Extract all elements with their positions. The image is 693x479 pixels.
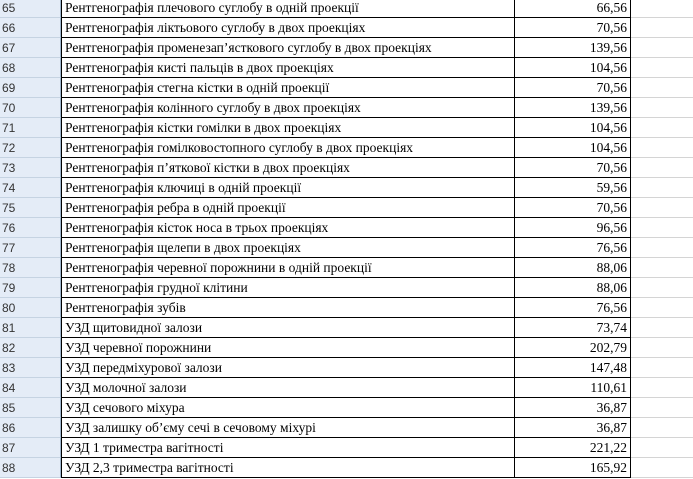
service-name-cell[interactable]: Рентгенографія ребра в одній проекції <box>61 198 514 218</box>
table-row <box>0 38 693 58</box>
empty-cell[interactable] <box>631 398 693 418</box>
price-cell[interactable]: 104,56 <box>514 138 631 158</box>
service-name-cell[interactable]: УЗД 1 триместра вагітності <box>61 438 514 458</box>
empty-cell[interactable] <box>631 318 693 338</box>
row-header[interactable]: 83 <box>0 358 61 378</box>
table-row <box>0 178 693 198</box>
price-cell[interactable]: 36,87 <box>514 398 631 418</box>
service-name-cell[interactable]: Рентгенографія кістки гомілки в двох проекціях <box>61 118 514 138</box>
table-row <box>0 78 693 98</box>
price-cell[interactable]: 88,06 <box>514 278 631 298</box>
empty-cell[interactable] <box>631 98 693 118</box>
row-header[interactable]: 87 <box>0 438 61 458</box>
table-row <box>0 358 693 378</box>
empty-cell[interactable] <box>631 38 693 58</box>
service-name-cell[interactable]: Рентгенографія ліктьового суглобу в двох проекціях <box>61 18 514 38</box>
service-name-cell[interactable]: УЗД передміхурової залози <box>61 358 514 378</box>
service-name-cell[interactable]: УЗД 2,3 триместра вагітності <box>61 458 514 478</box>
price-cell[interactable]: 70,56 <box>514 18 631 38</box>
table-row <box>0 298 693 318</box>
row-header[interactable]: 67 <box>0 38 61 58</box>
service-name-cell[interactable]: Рентгенографія грудної клітини <box>61 278 514 298</box>
empty-cell[interactable] <box>631 418 693 438</box>
row-header[interactable]: 65 <box>0 0 61 18</box>
table-row <box>0 98 693 118</box>
service-name-cell[interactable]: Рентгенографія черевної порожнини в одній проекції <box>61 258 514 278</box>
empty-cell[interactable] <box>631 158 693 178</box>
price-cell[interactable]: 96,56 <box>514 218 631 238</box>
table-row <box>0 158 693 178</box>
empty-cell[interactable] <box>631 138 693 158</box>
price-cell[interactable]: 73,74 <box>514 318 631 338</box>
row-header[interactable]: 81 <box>0 318 61 338</box>
row-header[interactable]: 82 <box>0 338 61 358</box>
price-cell[interactable]: 202,79 <box>514 338 631 358</box>
service-name-cell[interactable]: Рентгенографія стегна кістки в одній проекції <box>61 78 514 98</box>
price-cell[interactable]: 66,56 <box>514 0 631 18</box>
price-cell[interactable]: 70,56 <box>514 78 631 98</box>
empty-cell[interactable] <box>631 178 693 198</box>
empty-cell[interactable] <box>631 438 693 458</box>
service-name-cell[interactable]: УЗД сечового міхура <box>61 398 514 418</box>
empty-cell[interactable] <box>631 18 693 38</box>
row-header[interactable]: 69 <box>0 78 61 98</box>
row-header[interactable]: 77 <box>0 238 61 258</box>
table-row <box>0 0 693 18</box>
table-row <box>0 398 693 418</box>
row-header[interactable]: 85 <box>0 398 61 418</box>
price-cell[interactable]: 104,56 <box>514 58 631 78</box>
row-header[interactable]: 86 <box>0 418 61 438</box>
empty-cell[interactable] <box>631 298 693 318</box>
price-cell[interactable]: 165,92 <box>514 458 631 478</box>
row-header[interactable]: 78 <box>0 258 61 278</box>
empty-cell[interactable] <box>631 458 693 478</box>
table-row <box>0 458 693 478</box>
price-cell[interactable]: 76,56 <box>514 298 631 318</box>
empty-cell[interactable] <box>631 338 693 358</box>
table-row <box>0 278 693 298</box>
row-header[interactable]: 84 <box>0 378 61 398</box>
empty-cell[interactable] <box>631 78 693 98</box>
row-header[interactable]: 74 <box>0 178 61 198</box>
price-cell[interactable]: 104,56 <box>514 118 631 138</box>
service-name-cell[interactable]: Рентгенографія щелепи в двох проекціях <box>61 238 514 258</box>
price-cell[interactable]: 36,87 <box>514 418 631 438</box>
row-header[interactable]: 73 <box>0 158 61 178</box>
row-header[interactable]: 76 <box>0 218 61 238</box>
empty-cell[interactable] <box>631 378 693 398</box>
price-cell[interactable]: 147,48 <box>514 358 631 378</box>
empty-cell[interactable] <box>631 218 693 238</box>
service-name-cell[interactable]: Рентгенографія гомілковостопного суглобу в двох проекціях <box>61 138 514 158</box>
table-row <box>0 338 693 358</box>
table-row <box>0 198 693 218</box>
table-row <box>0 418 693 438</box>
service-name-cell[interactable]: Рентгенографія колінного суглобу в двох проекціях <box>61 98 514 118</box>
row-header[interactable]: 70 <box>0 98 61 118</box>
service-name-cell[interactable]: Рентгенографія кисті пальців в двох проекціях <box>61 58 514 78</box>
price-cell[interactable]: 139,56 <box>514 38 631 58</box>
table-row <box>0 438 693 458</box>
price-cell[interactable]: 70,56 <box>514 158 631 178</box>
row-header[interactable]: 79 <box>0 278 61 298</box>
table-row <box>0 138 693 158</box>
service-name-cell[interactable]: Рентгенографія променезап’ясткового суглобу в двох проекціях <box>61 38 514 58</box>
price-cell[interactable]: 139,56 <box>514 98 631 118</box>
price-cell[interactable]: 110,61 <box>514 378 631 398</box>
price-cell[interactable]: 221,22 <box>514 438 631 458</box>
price-cell[interactable]: 59,56 <box>514 178 631 198</box>
service-name-cell[interactable]: Рентгенографія п’яткової кістки в двох проекціях <box>61 158 514 178</box>
row-header[interactable]: 75 <box>0 198 61 218</box>
service-name-cell[interactable]: УЗД молочної залози <box>61 378 514 398</box>
row-header[interactable]: 88 <box>0 458 61 478</box>
empty-cell[interactable] <box>631 238 693 258</box>
empty-cell[interactable] <box>631 58 693 78</box>
service-name-cell[interactable]: Рентгенографія ключиці в одній проекції <box>61 178 514 198</box>
service-name-cell[interactable]: Рентгенографія кісток носа в трьох проекціях <box>61 218 514 238</box>
price-cell[interactable]: 88,06 <box>514 258 631 278</box>
empty-cell[interactable] <box>631 278 693 298</box>
table-row <box>0 378 693 398</box>
table-row <box>0 118 693 138</box>
table-row <box>0 218 693 238</box>
empty-cell[interactable] <box>631 358 693 378</box>
table-row <box>0 18 693 38</box>
row-header[interactable]: 80 <box>0 298 61 318</box>
table-row <box>0 258 693 278</box>
row-header[interactable]: 66 <box>0 18 61 38</box>
empty-cell[interactable] <box>631 198 693 218</box>
empty-cell[interactable] <box>631 258 693 278</box>
row-header[interactable]: 71 <box>0 118 61 138</box>
row-header[interactable]: 72 <box>0 138 61 158</box>
service-name-cell[interactable]: УЗД щитовидної залози <box>61 318 514 338</box>
table-row <box>0 238 693 258</box>
price-cell[interactable]: 70,56 <box>514 198 631 218</box>
empty-cell[interactable] <box>631 0 693 18</box>
service-name-cell[interactable]: УЗД черевної порожнини <box>61 338 514 358</box>
service-name-cell[interactable]: УЗД залишку об’єму сечі в сечовому міхурі <box>61 418 514 438</box>
price-cell[interactable]: 76,56 <box>514 238 631 258</box>
empty-cell[interactable] <box>631 118 693 138</box>
service-name-cell[interactable]: Рентгенографія зубів <box>61 298 514 318</box>
service-name-cell[interactable]: Рентгенографія плечового суглобу в одній проекції <box>61 0 514 18</box>
row-header[interactable]: 68 <box>0 58 61 78</box>
table-row <box>0 318 693 338</box>
table-row <box>0 58 693 78</box>
